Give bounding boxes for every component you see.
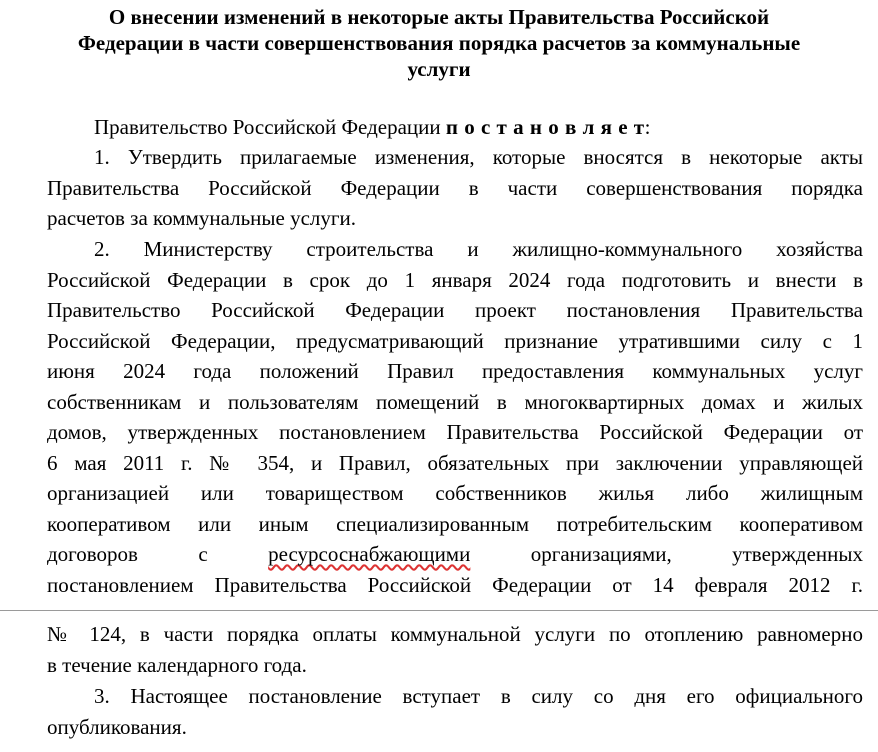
- text-line: Российской Федерации в срок до 1 января 2024 года подготовить и внести в: [47, 267, 863, 292]
- text-line: [47, 142, 863, 173]
- text-line: организацией или товариществом собственников жилья либо жилищным: [47, 481, 863, 505]
- text-line: собственникам и пользователям помещений в многоквартирных домах и жилых: [47, 389, 863, 414]
- page-break-divider: [0, 610, 878, 611]
- text-line: расчетов за коммунальные услуги.: [47, 206, 356, 230]
- text-line: [47, 234, 863, 265]
- text-line: в течение календарного года.: [47, 652, 307, 677]
- text-line: [47, 681, 863, 712]
- text-line: [47, 539, 863, 570]
- text-line-content: 2. Министерству строительства и жилищно-коммунального хозяйства: [94, 237, 863, 261]
- text-line: 6 мая 2011 г. № 354, и Правил, обязательных при заключении управляющей: [47, 450, 863, 475]
- text-line: Правительство Российской Федерации проект постановления Правительства: [47, 298, 863, 322]
- text-line: Правительства Российской Федерации в части совершенствования порядка: [47, 175, 863, 200]
- text-line: кооперативом или иным специализированным потребительским кооперативом: [47, 511, 863, 536]
- spellcheck-flagged-word[interactable]: ресурсоснабжающими: [268, 542, 471, 566]
- text-line: опубликования.: [47, 714, 187, 739]
- paragraph-1: [47, 142, 863, 234]
- intro-suffix: :: [644, 115, 651, 139]
- text-line: № 124, в части порядка оплаты коммунальной услуги по отоплению равномерно: [47, 622, 863, 646]
- paragraph-2-continued: [47, 619, 863, 680]
- title-line: Федерации в части совершенствования порядка расчетов за коммунальные: [77, 31, 801, 55]
- text-line: июня 2024 года положений Правил предоставления коммунальных услуг: [47, 359, 863, 383]
- intro-paragraph: [47, 112, 863, 143]
- text-segment: организациями, утвержденных: [470, 542, 863, 566]
- text-line: постановлением Правительства Российской Федерации от 14 февраля 2012 г.: [47, 572, 863, 597]
- title-line: О внесении изменений в некоторые акты Правительства Российской: [108, 5, 770, 29]
- text-line-content: 1. Утвердить прилагаемые изменения, которые вносятся в некоторые акты: [94, 145, 863, 169]
- title-line: услуги: [407, 57, 471, 81]
- intro-prefix: Правительство Российской Федерации: [94, 115, 446, 139]
- text-segment: договоров с: [47, 542, 269, 566]
- paragraph-3: [47, 681, 863, 742]
- intro-keyword: п о с т а н о в л я е т: [445, 115, 645, 139]
- text-line-content: 3. Настоящее постановление вступает в силу со дня его официального: [94, 684, 863, 708]
- paragraph-2: [47, 234, 863, 600]
- text-line: домов, утвержденных постановлением Правительства Российской Федерации от: [47, 420, 863, 444]
- document-title: [0, 4, 878, 82]
- text-line: Российской Федерации, предусматривающий признание утратившими силу с 1: [47, 328, 863, 353]
